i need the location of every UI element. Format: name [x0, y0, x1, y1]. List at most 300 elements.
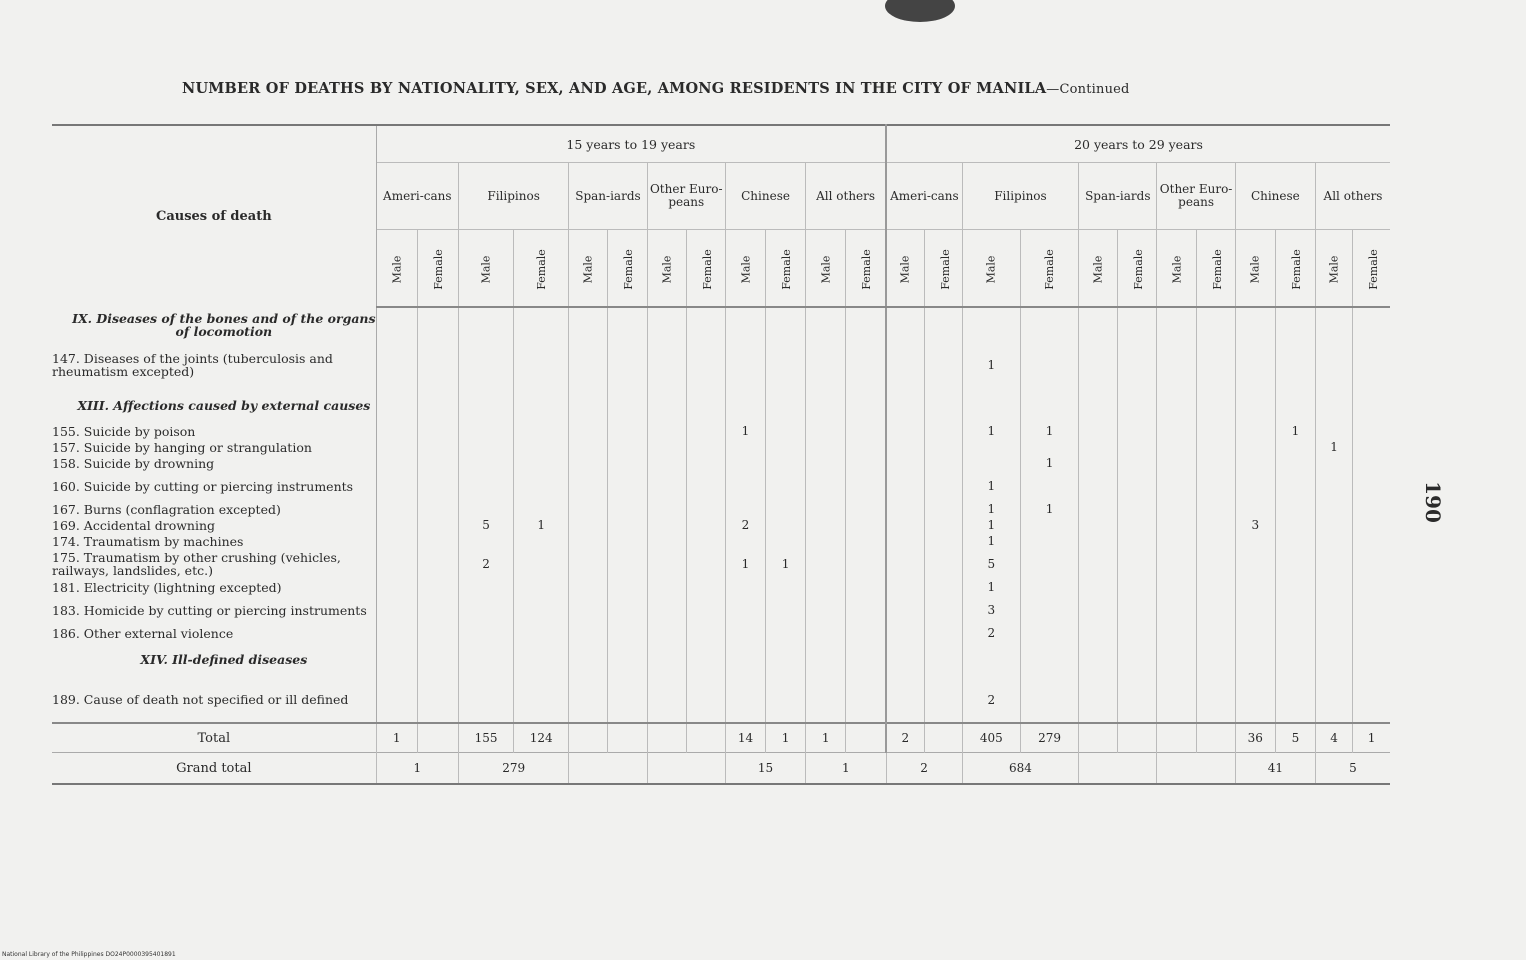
value-cell — [806, 533, 846, 549]
value-cell — [1316, 549, 1353, 579]
cause-cell: IX. Diseases of the bones and of the organs of locomotion — [52, 307, 376, 343]
value-cell — [514, 533, 569, 549]
table-row — [52, 641, 1390, 677]
value-cell — [1235, 387, 1275, 423]
value-cell — [886, 455, 924, 471]
value-cell — [1157, 423, 1196, 439]
value-cell — [886, 501, 924, 517]
value-cell — [1316, 423, 1353, 439]
sex-label: Male — [819, 255, 833, 283]
table-row — [52, 387, 1390, 423]
value-cell — [886, 579, 924, 595]
value-cell — [647, 517, 686, 533]
value-cell — [806, 387, 846, 423]
total-cell — [417, 723, 458, 753]
value-cell — [1079, 549, 1118, 579]
value-cell — [1353, 343, 1390, 387]
cause-cell: 167. Burns (conflagration excepted) — [52, 501, 376, 517]
value-cell — [924, 439, 962, 455]
value-cell — [886, 439, 924, 455]
value-cell — [886, 677, 924, 723]
value-cell — [608, 423, 647, 439]
sex-header — [686, 230, 725, 308]
value-cell — [1353, 501, 1390, 517]
value-cell — [1353, 641, 1390, 677]
value-cell — [1316, 455, 1353, 471]
value-cell — [1118, 549, 1157, 579]
sex-header — [1020, 230, 1078, 308]
total-cell: 14 — [725, 723, 765, 753]
sex-label: Male — [898, 255, 912, 283]
total-cell: 155 — [458, 723, 513, 753]
value-cell — [886, 387, 924, 423]
table-row — [52, 439, 1390, 455]
value-cell — [725, 501, 765, 517]
value-cell — [686, 677, 725, 723]
value-cell — [376, 471, 417, 501]
value-cell — [647, 641, 686, 677]
value-cell — [1235, 307, 1275, 343]
value-cell — [514, 549, 569, 579]
value-cell — [886, 471, 924, 501]
value-cell — [1316, 677, 1353, 723]
value-cell — [806, 517, 846, 533]
value-cell — [514, 307, 569, 343]
value-cell: 1 — [766, 549, 806, 579]
value-cell — [647, 501, 686, 517]
total-cell: 5 — [1275, 723, 1315, 753]
value-cell — [1316, 307, 1353, 343]
value-cell — [1196, 625, 1235, 641]
value-cell — [686, 307, 725, 343]
value-cell — [1353, 625, 1390, 641]
value-cell — [1275, 501, 1315, 517]
value-cell: 1 — [962, 423, 1020, 439]
value-cell — [1353, 455, 1390, 471]
sex-label: Female — [622, 248, 636, 290]
value-cell — [569, 455, 608, 471]
value-cell — [1020, 533, 1078, 549]
value-cell — [608, 533, 647, 549]
value-cell — [846, 533, 886, 549]
value-cell — [376, 549, 417, 579]
value-cell — [417, 455, 458, 471]
value-cell — [1079, 343, 1118, 387]
value-cell — [1275, 343, 1315, 387]
value-cell — [766, 677, 806, 723]
total-cell: 36 — [1235, 723, 1275, 753]
value-cell — [1316, 343, 1353, 387]
sex-header — [806, 230, 846, 308]
nationality-header: Ameri-cans — [376, 163, 458, 230]
value-cell — [1020, 579, 1078, 595]
value-cell — [766, 307, 806, 343]
value-cell — [608, 343, 647, 387]
value-cell — [686, 455, 725, 471]
value-cell — [686, 533, 725, 549]
cause-cell: 181. Electricity (lightning excepted) — [52, 579, 376, 595]
scan-blemish — [885, 0, 955, 22]
value-cell — [1118, 501, 1157, 517]
value-cell — [514, 625, 569, 641]
value-cell — [1353, 439, 1390, 455]
value-cell — [1316, 471, 1353, 501]
value-cell — [1079, 455, 1118, 471]
value-cell — [608, 517, 647, 533]
value-cell — [725, 439, 765, 455]
value-cell — [1235, 677, 1275, 723]
value-cell: 1 — [962, 343, 1020, 387]
value-cell — [376, 677, 417, 723]
value-cell — [1118, 595, 1157, 625]
value-cell — [1118, 533, 1157, 549]
value-cell — [1316, 641, 1353, 677]
value-cell — [686, 595, 725, 625]
nationality-header: Filipinos — [458, 163, 568, 230]
cause-cell: 155. Suicide by poison — [52, 423, 376, 439]
table-row — [52, 501, 1390, 517]
causes-header: Causes of death — [52, 125, 376, 307]
value-cell — [514, 677, 569, 723]
value-cell — [417, 595, 458, 625]
cause-cell: 174. Traumatism by machines — [52, 533, 376, 549]
value-cell — [647, 677, 686, 723]
nationality-header: Filipinos — [962, 163, 1078, 230]
value-cell — [766, 533, 806, 549]
total-cell — [608, 723, 647, 753]
value-cell — [417, 387, 458, 423]
value-cell — [1020, 471, 1078, 501]
value-cell — [1118, 387, 1157, 423]
total-cell: 4 — [1316, 723, 1353, 753]
value-cell — [514, 595, 569, 625]
grand-total-cell — [1079, 753, 1157, 785]
sex-label: Female — [1366, 248, 1380, 290]
value-cell — [1020, 549, 1078, 579]
value-cell — [1079, 501, 1118, 517]
value-cell — [1275, 471, 1315, 501]
table-body — [52, 307, 1390, 784]
value-cell — [886, 307, 924, 343]
value-cell — [1157, 641, 1196, 677]
value-cell — [1157, 625, 1196, 641]
value-cell — [1275, 455, 1315, 471]
sex-header — [1118, 230, 1157, 308]
grand-total-cell — [569, 753, 647, 785]
value-cell — [376, 579, 417, 595]
value-cell — [725, 307, 765, 343]
sex-header — [1353, 230, 1390, 308]
sex-header — [886, 230, 924, 308]
value-cell — [1079, 595, 1118, 625]
grand-total-cell — [1157, 753, 1235, 785]
value-cell — [376, 307, 417, 343]
value-cell — [647, 423, 686, 439]
cause-cell: 189. Cause of death not specified or ill defined — [52, 677, 376, 723]
total-cell: 405 — [962, 723, 1020, 753]
sex-header — [725, 230, 765, 308]
value-cell — [569, 595, 608, 625]
value-cell — [1316, 387, 1353, 423]
value-cell: 1 — [962, 501, 1020, 517]
grand-total-cell: 684 — [962, 753, 1078, 785]
page-number: 190 — [1420, 481, 1445, 523]
value-cell — [1157, 471, 1196, 501]
value-cell — [686, 579, 725, 595]
value-cell — [569, 307, 608, 343]
value-cell: 1 — [1020, 455, 1078, 471]
value-cell — [1275, 517, 1315, 533]
value-cell — [647, 439, 686, 455]
value-cell — [846, 677, 886, 723]
value-cell — [1353, 423, 1390, 439]
value-cell — [1353, 677, 1390, 723]
age-group-15-19: 15 years to 19 years — [376, 125, 886, 163]
value-cell — [1196, 439, 1235, 455]
value-cell — [806, 423, 846, 439]
value-cell — [1157, 533, 1196, 549]
value-cell — [924, 677, 962, 723]
value-cell — [1235, 533, 1275, 549]
value-cell: 1 — [514, 517, 569, 533]
value-cell — [1157, 579, 1196, 595]
value-cell — [376, 343, 417, 387]
value-cell: 1 — [962, 533, 1020, 549]
value-cell — [686, 625, 725, 641]
sex-header — [1196, 230, 1235, 308]
value-cell — [806, 549, 846, 579]
value-cell — [569, 625, 608, 641]
grand-total-cell: 2 — [886, 753, 962, 785]
value-cell — [806, 641, 846, 677]
value-cell — [924, 501, 962, 517]
value-cell — [376, 501, 417, 517]
table-row — [52, 533, 1390, 549]
value-cell — [686, 549, 725, 579]
value-cell — [1196, 455, 1235, 471]
sex-label: Male — [1091, 255, 1105, 283]
value-cell — [886, 595, 924, 625]
value-cell — [647, 343, 686, 387]
sex-header — [1079, 230, 1118, 308]
value-cell — [1079, 641, 1118, 677]
value-cell — [1196, 343, 1235, 387]
value-cell — [376, 625, 417, 641]
value-cell — [846, 455, 886, 471]
page-title: NUMBER OF DEATHS BY NATIONALITY, SEX, AND AGE, AMONG RESIDENTS IN THE CITY OF MANILA—Continued — [182, 80, 1130, 97]
value-cell — [376, 439, 417, 455]
nationality-header: Other Euro-peans — [1157, 163, 1235, 230]
sex-header — [766, 230, 806, 308]
value-cell — [458, 471, 513, 501]
value-cell — [1353, 533, 1390, 549]
value-cell — [417, 501, 458, 517]
total-cell: 1 — [766, 723, 806, 753]
value-cell — [766, 579, 806, 595]
table-row — [52, 677, 1390, 723]
value-cell — [376, 517, 417, 533]
grand-total-cell: 5 — [1316, 753, 1391, 785]
table-row — [52, 307, 1390, 343]
value-cell — [417, 677, 458, 723]
value-cell — [1235, 439, 1275, 455]
value-cell — [1157, 501, 1196, 517]
value-cell: 5 — [962, 549, 1020, 579]
value-cell — [514, 641, 569, 677]
footer-credit: National Library of the Philippines DO24P0000395401891 — [2, 951, 176, 958]
value-cell — [376, 533, 417, 549]
nationality-header: Chinese — [1235, 163, 1315, 230]
value-cell — [608, 307, 647, 343]
grand-total-cell: 1 — [376, 753, 458, 785]
value-cell — [569, 343, 608, 387]
total-cell: 1 — [806, 723, 846, 753]
value-cell — [766, 423, 806, 439]
table-row — [52, 423, 1390, 439]
table-row — [52, 455, 1390, 471]
value-cell — [1353, 549, 1390, 579]
cause-cell: 183. Homicide by cutting or piercing instruments — [52, 595, 376, 625]
value-cell: 1 — [1316, 439, 1353, 455]
value-cell — [1235, 549, 1275, 579]
value-cell — [647, 579, 686, 595]
value-cell — [514, 387, 569, 423]
nationality-header: Other Euro-peans — [647, 163, 725, 230]
sex-header — [924, 230, 962, 308]
sex-label: Male — [390, 255, 404, 283]
value-cell — [1316, 595, 1353, 625]
value-cell: 1 — [1020, 501, 1078, 517]
value-cell — [766, 641, 806, 677]
value-cell: 2 — [725, 517, 765, 533]
value-cell — [608, 387, 647, 423]
total-cell — [1079, 723, 1118, 753]
sex-header — [846, 230, 886, 308]
value-cell — [1118, 455, 1157, 471]
sex-label: Female — [1289, 248, 1303, 290]
value-cell — [647, 533, 686, 549]
value-cell — [1020, 439, 1078, 455]
nationality-header: Span-iards — [1079, 163, 1157, 230]
value-cell — [1196, 595, 1235, 625]
sex-header — [1157, 230, 1196, 308]
value-cell — [569, 423, 608, 439]
value-cell — [1157, 549, 1196, 579]
value-cell — [846, 343, 886, 387]
value-cell — [417, 579, 458, 595]
value-cell — [725, 533, 765, 549]
value-cell — [1196, 387, 1235, 423]
value-cell: 2 — [458, 549, 513, 579]
value-cell — [1275, 387, 1315, 423]
value-cell — [1020, 517, 1078, 533]
value-cell — [846, 501, 886, 517]
value-cell — [458, 595, 513, 625]
sex-header — [647, 230, 686, 308]
value-cell — [647, 595, 686, 625]
value-cell — [458, 387, 513, 423]
value-cell — [686, 641, 725, 677]
value-cell — [569, 439, 608, 455]
value-cell — [806, 439, 846, 455]
value-cell — [1079, 625, 1118, 641]
value-cell — [1196, 501, 1235, 517]
value-cell — [1157, 595, 1196, 625]
value-cell — [1020, 677, 1078, 723]
value-cell: 1 — [962, 517, 1020, 533]
value-cell — [962, 439, 1020, 455]
sex-label: Female — [700, 248, 714, 290]
sex-label: Female — [1043, 248, 1057, 290]
value-cell — [766, 455, 806, 471]
value-cell — [846, 471, 886, 501]
cause-cell: 169. Accidental drowning — [52, 517, 376, 533]
value-cell — [1118, 625, 1157, 641]
total-cell: 1 — [1353, 723, 1390, 753]
value-cell — [458, 307, 513, 343]
value-cell — [846, 307, 886, 343]
value-cell — [846, 579, 886, 595]
value-cell — [569, 471, 608, 501]
value-cell — [1353, 307, 1390, 343]
value-cell — [647, 471, 686, 501]
value-cell — [608, 501, 647, 517]
value-cell — [924, 549, 962, 579]
value-cell — [1353, 517, 1390, 533]
total-cell: 1 — [376, 723, 417, 753]
sex-label: Female — [779, 248, 793, 290]
value-cell — [569, 501, 608, 517]
value-cell — [417, 517, 458, 533]
cause-cell: 147. Diseases of the joints (tuberculosis and rheumatism excepted) — [52, 343, 376, 387]
value-cell — [924, 307, 962, 343]
value-cell — [924, 641, 962, 677]
value-cell — [1316, 501, 1353, 517]
value-cell — [647, 625, 686, 641]
value-cell — [514, 501, 569, 517]
value-cell — [924, 595, 962, 625]
value-cell — [806, 307, 846, 343]
value-cell — [1275, 439, 1315, 455]
value-cell — [806, 595, 846, 625]
value-cell — [1196, 641, 1235, 677]
value-cell — [924, 533, 962, 549]
value-cell — [886, 533, 924, 549]
value-cell — [1157, 343, 1196, 387]
value-cell — [686, 387, 725, 423]
value-cell — [1079, 677, 1118, 723]
value-cell — [1157, 517, 1196, 533]
value-cell: 2 — [962, 677, 1020, 723]
value-cell — [569, 549, 608, 579]
value-cell — [846, 595, 886, 625]
nationality-header: Ameri-cans — [886, 163, 962, 230]
value-cell — [924, 579, 962, 595]
sex-label: Female — [938, 248, 952, 290]
value-cell — [1079, 439, 1118, 455]
value-cell — [608, 677, 647, 723]
value-cell — [725, 455, 765, 471]
table-row — [52, 579, 1390, 595]
value-cell — [569, 677, 608, 723]
value-cell — [766, 501, 806, 517]
total-label: Total — [52, 723, 376, 753]
value-cell — [1196, 549, 1235, 579]
total-row — [52, 723, 1390, 753]
value-cell — [686, 471, 725, 501]
sex-label: Female — [534, 248, 548, 290]
value-cell — [514, 471, 569, 501]
